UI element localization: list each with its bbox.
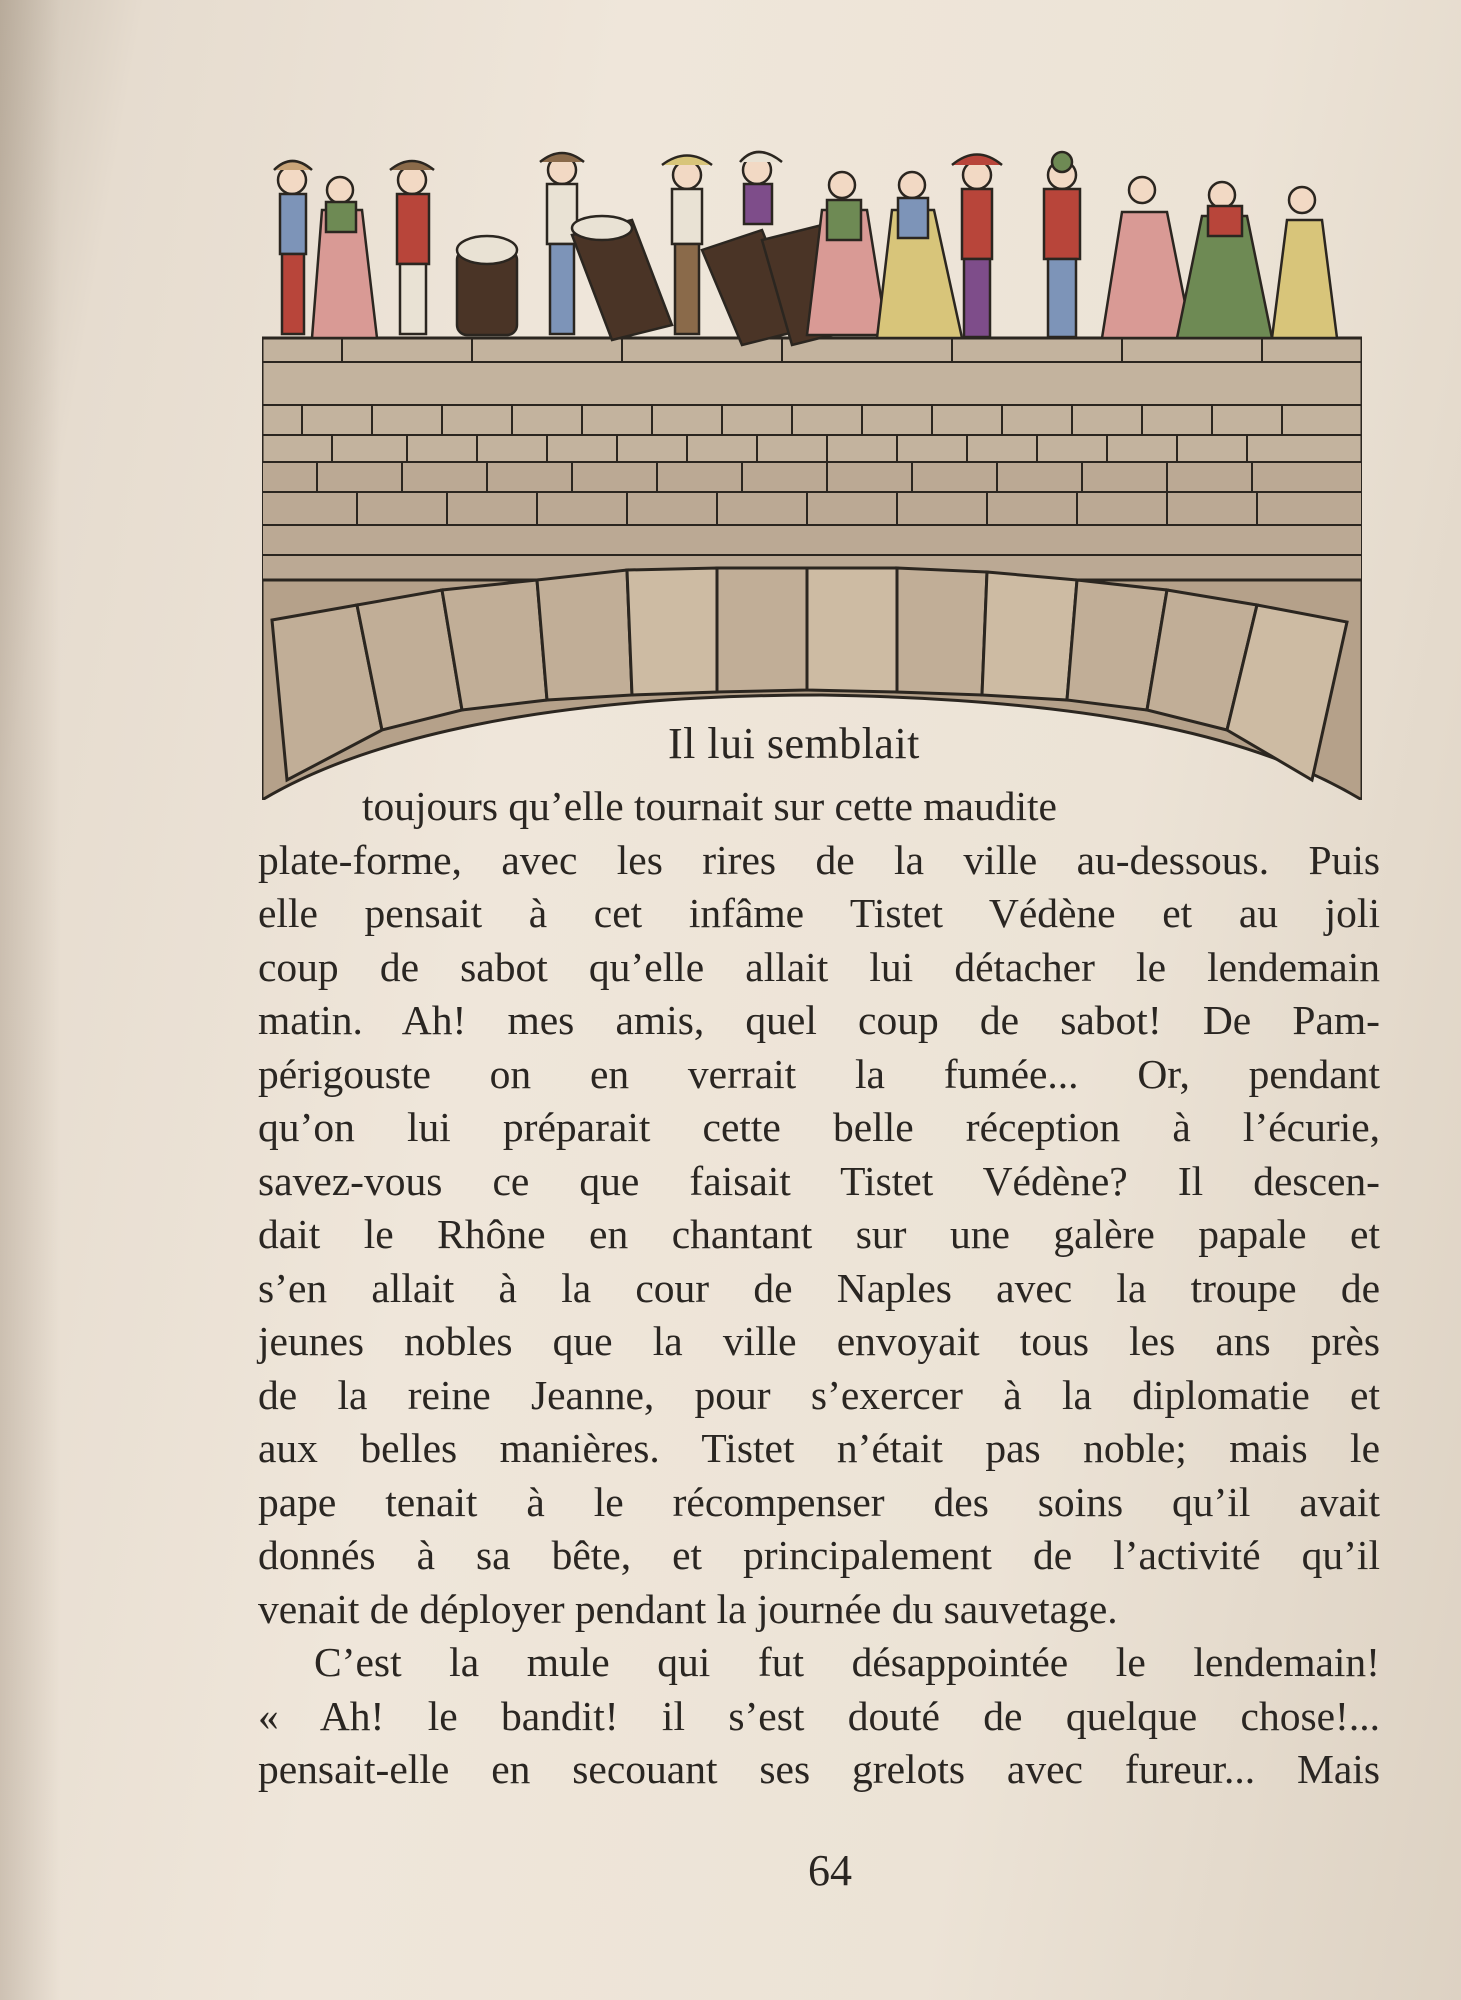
illustration-caption: Il lui semblait [668,719,920,768]
text-line: qu’on lui préparait cette belle réception à l’écurie, [258,1104,1380,1150]
figure-9 [952,155,1002,338]
text-line: pensait-elle en secouant ses grelots avec fureur... Mais [258,1746,1380,1792]
text-line: de la reine Jeanne, pour s’exercer à la diplomatie et [258,1371,1380,1418]
text-line: venait de déployer pendant la journée du sauvetage. [258,1585,1118,1632]
figure-8 [877,172,962,338]
figure-12 [1177,182,1272,338]
illustration-svg [262,140,1362,800]
text-line: dait le Rhône en chantant sur une galère papale et [258,1211,1380,1257]
figure-6 [740,152,782,224]
text-line: savez-vous ce que faisait Tistet Védène? Il descen- [258,1157,1380,1204]
text-line: jeunes nobles que la ville envoyait tous les ans près [258,1318,1380,1364]
text-line: toujours qu’elle tournait sur cette maudite [362,783,1057,829]
text-line: « Ah! le bandit! il s’est douté de quelque chose!... [258,1692,1380,1739]
text-line: matin. Ah! mes amis, quel coup de sabot! De Pam- [258,997,1380,1043]
text-line: elle pensait à cet infâme Tistet Védène et au joli [258,890,1380,936]
figure-3 [390,161,434,334]
figure-10 [1044,152,1080,337]
text-line: C’est la mule qui fut désappointée le lendemain! [314,1639,1380,1685]
text-line: s’en allait à la cour de Naples avec la troupe de [258,1264,1380,1311]
text-line: coup de sabot qu’elle allait lui détacher le lendemain [258,943,1380,990]
page-number: 64 [808,1846,852,1895]
drum-2 [572,216,672,340]
figure-7 [807,172,887,335]
dancers-on-bridge-illustration [262,140,1362,800]
text-line: périgouste on en verrait la fumée... Or, pendant [258,1050,1380,1097]
text-line: donnés à sa bête, et principalement de l’activité qu’il [258,1532,1380,1578]
text-line: aux belles manières. Tistet n’était pas noble; mais le [258,1425,1380,1471]
figure-13 [1272,187,1337,338]
bridge-parapet [262,338,1362,478]
figure-11 [1102,177,1192,338]
text-line: pape tenait à le récompenser des soins qu’il avait [258,1478,1380,1525]
dancers-group [274,152,1337,345]
drum-1 [457,236,517,335]
figure-2 [312,177,377,338]
bridge-wall [262,462,1362,582]
page-edge-shadow [0,0,60,2000]
body-text [258,780,1380,1797]
text-line: plate-forme, avec les rires de la ville au-dessous. Puis [258,836,1380,883]
figure-5 [662,156,712,335]
figure-1 [274,161,312,334]
